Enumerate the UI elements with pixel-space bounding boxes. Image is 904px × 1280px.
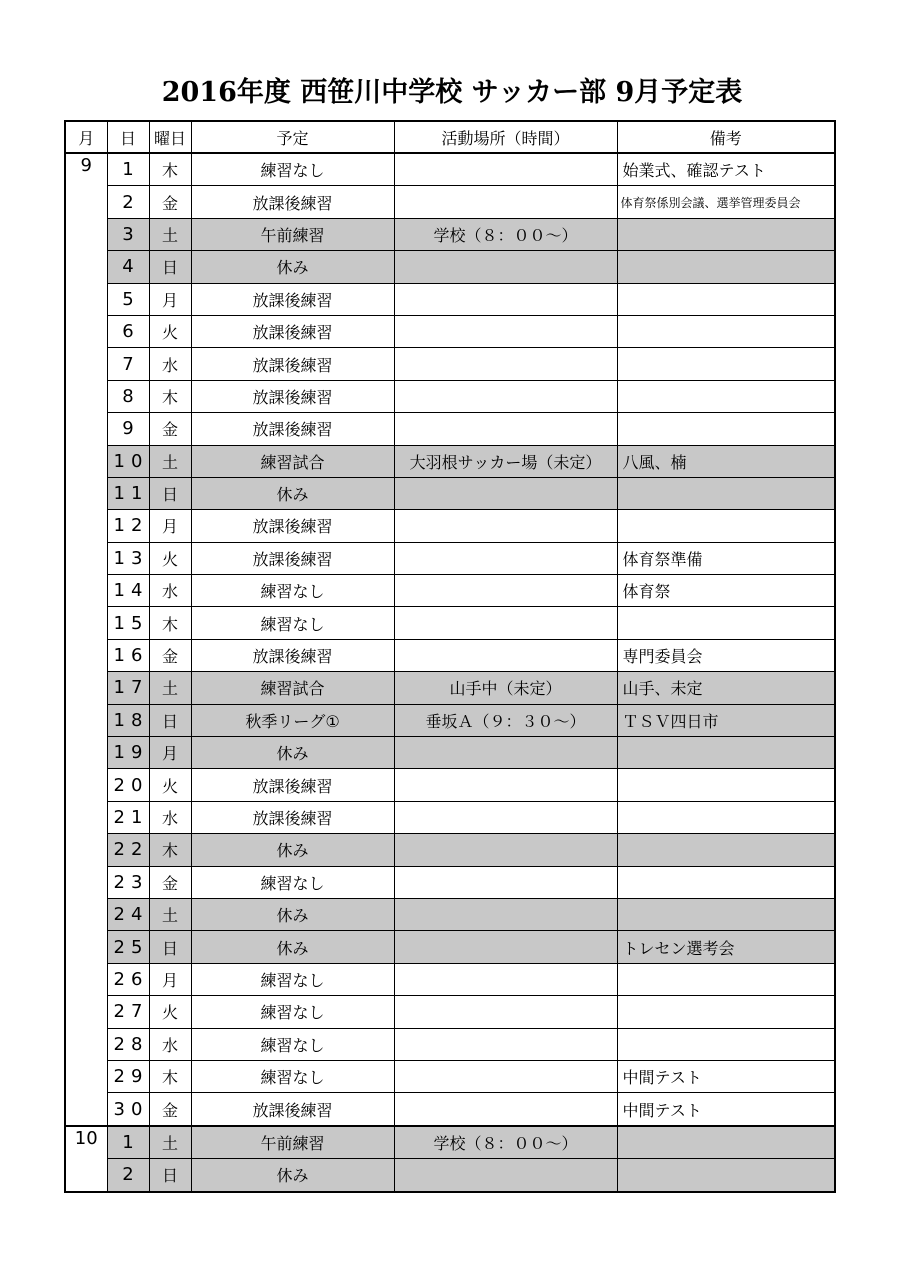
note-cell bbox=[617, 510, 835, 542]
place-cell bbox=[394, 251, 617, 283]
place-cell bbox=[394, 1159, 617, 1192]
weekday-cell: 火 bbox=[149, 996, 191, 1028]
plan-cell: 午前練習 bbox=[191, 1126, 394, 1159]
day-cell: 22 bbox=[107, 834, 149, 866]
day-cell: 19 bbox=[107, 737, 149, 769]
table-row bbox=[65, 380, 835, 412]
weekday-cell: 木 bbox=[149, 607, 191, 639]
weekday-cell: 日 bbox=[149, 704, 191, 736]
place-cell bbox=[394, 1060, 617, 1092]
note-cell: 体育祭 bbox=[617, 575, 835, 607]
schedule-table bbox=[64, 120, 836, 1193]
place-cell bbox=[394, 283, 617, 315]
place-cell bbox=[394, 1093, 617, 1126]
header-note: 備考 bbox=[617, 121, 835, 153]
weekday-cell: 火 bbox=[149, 542, 191, 574]
note-cell: 中間テスト bbox=[617, 1093, 835, 1126]
day-cell: 26 bbox=[107, 963, 149, 995]
day-cell: 2 bbox=[107, 186, 149, 218]
plan-cell: 放課後練習 bbox=[191, 1093, 394, 1126]
plan-cell: 休み bbox=[191, 1159, 394, 1192]
table-row bbox=[65, 769, 835, 801]
note-cell bbox=[617, 834, 835, 866]
table-row bbox=[65, 348, 835, 380]
place-cell bbox=[394, 477, 617, 509]
weekday-cell: 土 bbox=[149, 672, 191, 704]
plan-cell: 練習なし bbox=[191, 575, 394, 607]
plan-cell: 練習なし bbox=[191, 607, 394, 639]
table-row bbox=[65, 413, 835, 445]
page-title: 2016年度 西笹川中学校 サッカー部 9月予定表 bbox=[161, 77, 743, 108]
table-row bbox=[65, 963, 835, 995]
header-weekday: 曜日 bbox=[149, 121, 191, 153]
weekday-cell: 水 bbox=[149, 348, 191, 380]
table-row bbox=[65, 477, 835, 509]
table-row bbox=[65, 218, 835, 250]
day-cell: 14 bbox=[107, 575, 149, 607]
note-cell: 中間テスト bbox=[617, 1060, 835, 1092]
day-cell: 6 bbox=[107, 315, 149, 347]
plan-cell: 放課後練習 bbox=[191, 769, 394, 801]
header-plan: 予定 bbox=[191, 121, 394, 153]
table-row bbox=[65, 866, 835, 898]
table-row bbox=[65, 251, 835, 283]
place-cell bbox=[394, 996, 617, 1028]
plan-cell: 練習なし bbox=[191, 1060, 394, 1092]
plan-cell: 練習試合 bbox=[191, 445, 394, 477]
place-cell bbox=[394, 607, 617, 639]
table-row bbox=[65, 834, 835, 866]
table-row bbox=[65, 898, 835, 930]
place-cell bbox=[394, 542, 617, 574]
plan-cell: 放課後練習 bbox=[191, 639, 394, 671]
place-cell: 山手中（未定） bbox=[394, 672, 617, 704]
weekday-cell: 木 bbox=[149, 1060, 191, 1092]
weekday-cell: 水 bbox=[149, 575, 191, 607]
table-row bbox=[65, 186, 835, 218]
plan-cell: 放課後練習 bbox=[191, 315, 394, 347]
note-cell bbox=[617, 283, 835, 315]
table-row bbox=[65, 575, 835, 607]
note-cell bbox=[617, 996, 835, 1028]
place-cell bbox=[394, 931, 617, 963]
note-cell bbox=[617, 1028, 835, 1060]
note-cell bbox=[617, 218, 835, 250]
day-cell: 17 bbox=[107, 672, 149, 704]
plan-cell: 休み bbox=[191, 931, 394, 963]
plan-cell: 練習なし bbox=[191, 963, 394, 995]
weekday-cell: 土 bbox=[149, 218, 191, 250]
place-cell bbox=[394, 510, 617, 542]
note-cell: トレセン選考会 bbox=[617, 931, 835, 963]
day-cell: 23 bbox=[107, 866, 149, 898]
plan-cell: 放課後練習 bbox=[191, 510, 394, 542]
place-cell bbox=[394, 413, 617, 445]
weekday-cell: 金 bbox=[149, 639, 191, 671]
day-cell: 3 bbox=[107, 218, 149, 250]
weekday-cell: 木 bbox=[149, 834, 191, 866]
weekday-cell: 月 bbox=[149, 510, 191, 542]
plan-cell: 練習なし bbox=[191, 996, 394, 1028]
table-row bbox=[65, 542, 835, 574]
day-cell: 11 bbox=[107, 477, 149, 509]
place-cell bbox=[394, 575, 617, 607]
weekday-cell: 金 bbox=[149, 186, 191, 218]
day-cell: 1 bbox=[107, 1126, 149, 1159]
day-cell: 4 bbox=[107, 251, 149, 283]
place-cell: 大羽根サッカー場（未定） bbox=[394, 445, 617, 477]
place-cell bbox=[394, 769, 617, 801]
plan-cell: 練習なし bbox=[191, 153, 394, 186]
table-row bbox=[65, 445, 835, 477]
note-cell bbox=[617, 866, 835, 898]
table-row bbox=[65, 283, 835, 315]
plan-cell: 放課後練習 bbox=[191, 186, 394, 218]
day-cell: 7 bbox=[107, 348, 149, 380]
table-row bbox=[65, 1028, 835, 1060]
table-row bbox=[65, 153, 835, 186]
weekday-cell: 土 bbox=[149, 898, 191, 930]
plan-cell: 午前練習 bbox=[191, 218, 394, 250]
weekday-cell: 日 bbox=[149, 931, 191, 963]
plan-cell: 放課後練習 bbox=[191, 542, 394, 574]
header-row bbox=[65, 121, 835, 153]
note-cell bbox=[617, 769, 835, 801]
note-cell bbox=[617, 898, 835, 930]
weekday-cell: 土 bbox=[149, 445, 191, 477]
note-cell bbox=[617, 477, 835, 509]
weekday-cell: 月 bbox=[149, 283, 191, 315]
day-cell: 28 bbox=[107, 1028, 149, 1060]
note-cell bbox=[617, 607, 835, 639]
day-cell: 29 bbox=[107, 1060, 149, 1092]
place-cell bbox=[394, 348, 617, 380]
weekday-cell: 日 bbox=[149, 1159, 191, 1192]
day-cell: 30 bbox=[107, 1093, 149, 1126]
header-month: 月 bbox=[65, 121, 107, 153]
day-cell: 5 bbox=[107, 283, 149, 315]
place-cell bbox=[394, 737, 617, 769]
note-cell: 体育祭準備 bbox=[617, 542, 835, 574]
place-cell: 学校（８：００～） bbox=[394, 1126, 617, 1159]
weekday-cell: 金 bbox=[149, 413, 191, 445]
day-cell: 20 bbox=[107, 769, 149, 801]
plan-cell: 放課後練習 bbox=[191, 348, 394, 380]
note-cell bbox=[617, 963, 835, 995]
place-cell bbox=[394, 1028, 617, 1060]
place-cell bbox=[394, 639, 617, 671]
day-cell: 25 bbox=[107, 931, 149, 963]
plan-cell: 放課後練習 bbox=[191, 413, 394, 445]
table-row bbox=[65, 510, 835, 542]
note-cell: ＴＳＶ四日市 bbox=[617, 704, 835, 736]
table-row bbox=[65, 672, 835, 704]
weekday-cell: 金 bbox=[149, 866, 191, 898]
plan-cell: 放課後練習 bbox=[191, 380, 394, 412]
table-row bbox=[65, 639, 835, 671]
weekday-cell: 水 bbox=[149, 801, 191, 833]
day-cell: 21 bbox=[107, 801, 149, 833]
place-cell bbox=[394, 866, 617, 898]
weekday-cell: 日 bbox=[149, 251, 191, 283]
place-cell bbox=[394, 801, 617, 833]
note-cell bbox=[617, 251, 835, 283]
note-cell: 山手、未定 bbox=[617, 672, 835, 704]
weekday-cell: 木 bbox=[149, 153, 191, 186]
note-cell: 始業式、確認テスト bbox=[617, 153, 835, 186]
day-cell: 16 bbox=[107, 639, 149, 671]
month-cell: 9 bbox=[65, 153, 107, 1126]
schedule-body bbox=[65, 153, 835, 1192]
weekday-cell: 月 bbox=[149, 963, 191, 995]
day-cell: 13 bbox=[107, 542, 149, 574]
note-cell bbox=[617, 1126, 835, 1159]
weekday-cell: 火 bbox=[149, 315, 191, 347]
day-cell: 9 bbox=[107, 413, 149, 445]
day-cell: 8 bbox=[107, 380, 149, 412]
note-cell bbox=[617, 737, 835, 769]
place-cell bbox=[394, 898, 617, 930]
plan-cell: 休み bbox=[191, 737, 394, 769]
day-cell: 12 bbox=[107, 510, 149, 542]
plan-cell: 休み bbox=[191, 477, 394, 509]
note-cell: 専門委員会 bbox=[617, 639, 835, 671]
day-cell: 18 bbox=[107, 704, 149, 736]
plan-cell: 練習なし bbox=[191, 1028, 394, 1060]
note-cell bbox=[617, 380, 835, 412]
place-cell bbox=[394, 963, 617, 995]
note-cell bbox=[617, 801, 835, 833]
note-cell: 八風、楠 bbox=[617, 445, 835, 477]
table-row bbox=[65, 607, 835, 639]
table-row bbox=[65, 996, 835, 1028]
table-row bbox=[65, 1060, 835, 1092]
table-row bbox=[65, 737, 835, 769]
plan-cell: 秋季リーグ① bbox=[191, 704, 394, 736]
plan-cell: 放課後練習 bbox=[191, 801, 394, 833]
weekday-cell: 水 bbox=[149, 1028, 191, 1060]
table-row bbox=[65, 931, 835, 963]
place-cell: 学校（８：００～） bbox=[394, 218, 617, 250]
day-cell: 24 bbox=[107, 898, 149, 930]
note-cell: 体育祭係別会議、選挙管理委員会 bbox=[617, 186, 835, 218]
plan-cell: 休み bbox=[191, 898, 394, 930]
table-row bbox=[65, 1093, 835, 1126]
place-cell bbox=[394, 834, 617, 866]
place-cell bbox=[394, 186, 617, 218]
day-cell: 10 bbox=[107, 445, 149, 477]
weekday-cell: 日 bbox=[149, 477, 191, 509]
day-cell: 1 bbox=[107, 153, 149, 186]
note-cell bbox=[617, 348, 835, 380]
weekday-cell: 月 bbox=[149, 737, 191, 769]
place-cell: 垂坂Ａ（９：３０～） bbox=[394, 704, 617, 736]
table-row bbox=[65, 1159, 835, 1192]
note-cell bbox=[617, 315, 835, 347]
plan-cell: 練習なし bbox=[191, 866, 394, 898]
weekday-cell: 木 bbox=[149, 380, 191, 412]
plan-cell: 休み bbox=[191, 834, 394, 866]
place-cell bbox=[394, 153, 617, 186]
table-row bbox=[65, 704, 835, 736]
day-cell: 2 bbox=[107, 1159, 149, 1192]
place-cell bbox=[394, 380, 617, 412]
month-cell: 10 bbox=[65, 1126, 107, 1192]
weekday-cell: 火 bbox=[149, 769, 191, 801]
header-place: 活動場所（時間） bbox=[394, 121, 617, 153]
weekday-cell: 土 bbox=[149, 1126, 191, 1159]
note-cell bbox=[617, 1159, 835, 1192]
day-cell: 27 bbox=[107, 996, 149, 1028]
table-row bbox=[65, 801, 835, 833]
place-cell bbox=[394, 315, 617, 347]
day-cell: 15 bbox=[107, 607, 149, 639]
note-cell bbox=[617, 413, 835, 445]
plan-cell: 練習試合 bbox=[191, 672, 394, 704]
table-row bbox=[65, 1126, 835, 1159]
header-day: 日 bbox=[107, 121, 149, 153]
table-row bbox=[65, 315, 835, 347]
plan-cell: 放課後練習 bbox=[191, 283, 394, 315]
plan-cell: 休み bbox=[191, 251, 394, 283]
weekday-cell: 金 bbox=[149, 1093, 191, 1126]
